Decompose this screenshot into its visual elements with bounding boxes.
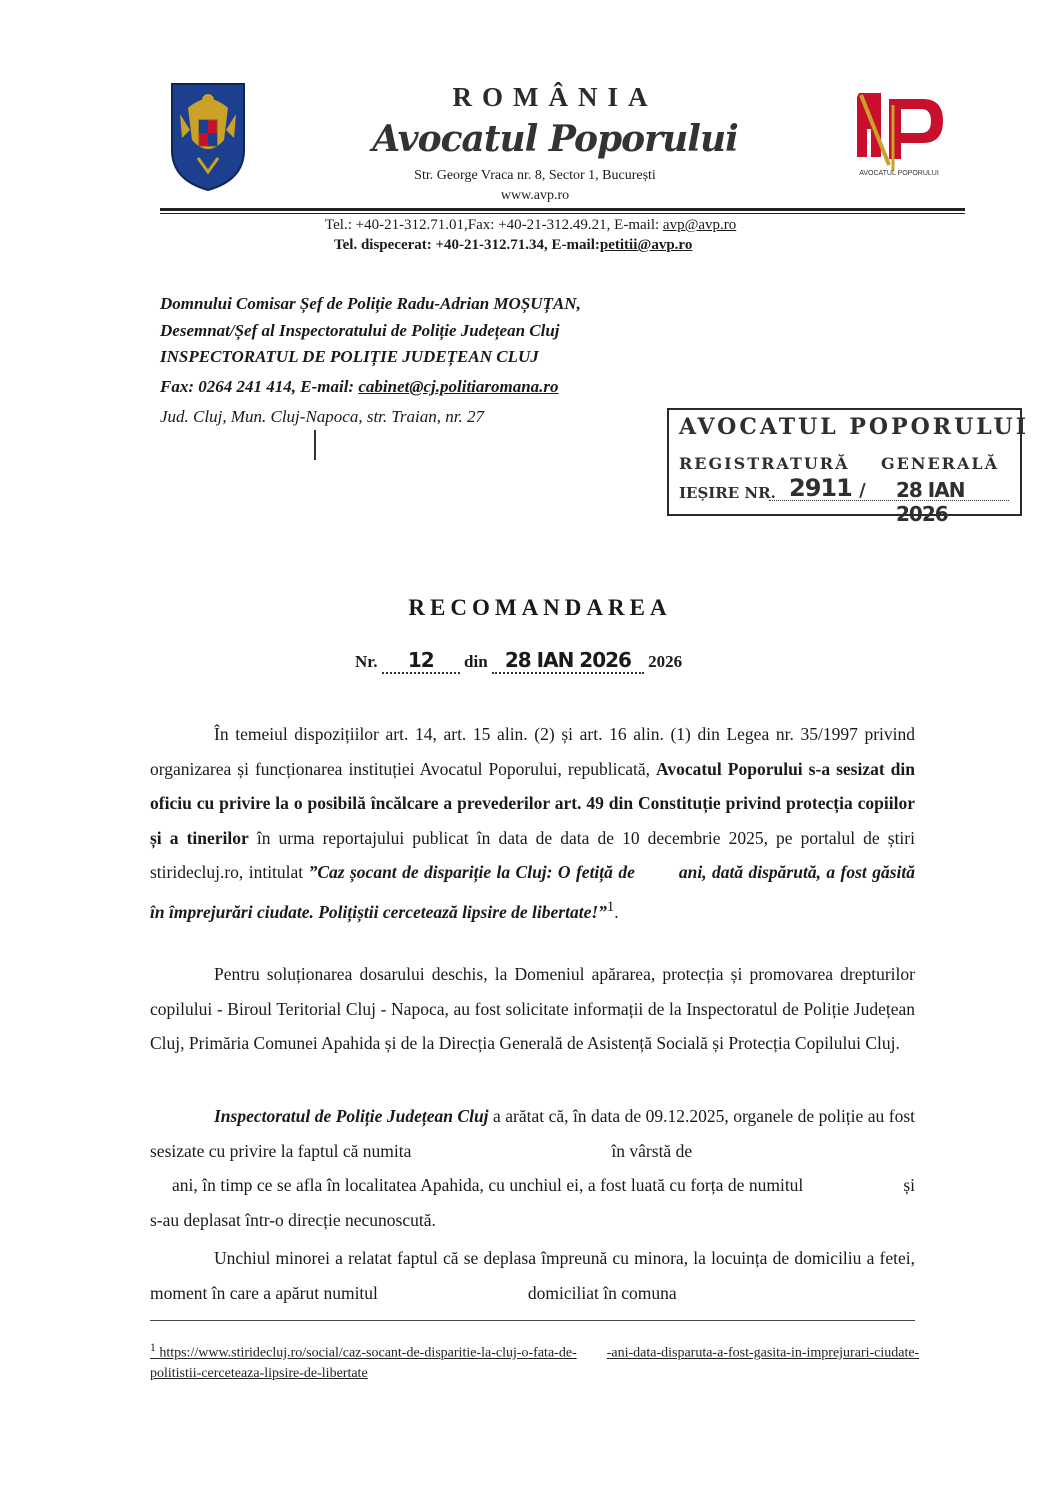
header-rule-thin [160,213,965,214]
contact-line [325,217,965,234]
recipient-name: Domnului Comisar Șef de Poliție Radu-Adrian MOȘUȚAN, [160,294,581,313]
recipient-address: Jud. Cluj, Mun. Cluj-Napoca, str. Traian, nr. 27 [160,407,484,426]
document-number: 12 [407,648,434,672]
stamp-registry: REGISTRATURĂ [679,454,850,473]
stamp-exit-label: IEȘIRE NR. [679,484,776,502]
stamp-number: 2911 / [789,474,865,502]
footnote [150,1338,920,1384]
footnote-ref[interactable]: 1 [606,898,615,915]
document-year: 2026 [648,652,683,671]
stamp-title: AVOCATUL POPORULUI [679,414,1030,440]
recipient-institution: INSPECTORATUL DE POLIȚIE JUDEȚEAN CLUJ [160,347,539,366]
dispatch-email-link[interactable]: petitii@avp.ro [599,237,693,253]
date-label: din [464,652,488,671]
document-title: RECOMANDAREA [408,595,672,620]
coat-of-arms-icon [168,80,248,192]
nr-label: Nr. [355,652,378,671]
stamp-date: 28 IAN 2026 [896,478,965,526]
ap-logo-icon [845,85,951,180]
document-reference [355,648,682,674]
header-rule [160,208,965,211]
pen-mark [314,430,316,460]
country-name: ROMÂNIA [452,82,658,112]
paragraph-legal-basis: În temeiul dispozițiilor art. 14, art. 15 alin. (2) și art. 16 alin. (1) din Legea nr. 35/1997 privind organizarea și funcționarea instituției Avocatul Poporului, republicată, Avocatul Poporului s-a sesizat din oficiu cu privire la o posibilă încălcare a prevederilor art. 49 din Constituție privind protecția copiilor și a tinerilor în urma reportajului publicat în data de data de 10 decembrie 2025, pe portalul de știri stiridecluj.ro, intitulat ”Caz șocant de dispariție la Cluj: O fetiță de ani, dată dispărută, a fost găsită în împrejurări ciudate. Polițiștii cercetează lipsire de libertate!”$^1$. [150,724,916,922]
paragraph-case-file: Pentru soluționarea dosarului deschis, la Domeniul apărarea, protecția și promovarea drepturilor copilului - Biroul Teritorial Cluj - Napoca, au fost solicitate informații de la Inspectoratul de Poliție Județean Cluj, Primăria Comunei Apahida și de la Direcția Generală de Asistență Socială și Protecția Copilului Cluj. [150,964,915,1053]
footnote-marker: 1 [150,1341,156,1354]
institution-address: Str. George Vraca nr. 8, Sector 1, București [414,168,656,183]
dispatch-line [334,237,974,254]
footnote-url-part2[interactable]: -ani-data-disparuta-a-fost-gasita-in-imprejurari-ciudate-politistii-cerceteaza-lipsire-de-libertate [150,1345,920,1381]
paragraph-uncle-statement: Unchiul minorei a relatat faptul că se deplasa împreună cu minora, la locuința de domiciliu a fetei, moment în care a apărut numitul domiciliat în comuna [150,1248,915,1303]
recipient-role: Desemnat/Șef al Inspectoratului de Poliție Județean Cluj [160,321,560,340]
paragraph-police-report: Inspectoratul de Poliție Județean Cluj a arătat că, în data de 09.12.2025, organele de poliție au fost sesizate cu privire la faptul că numita în vârstă de ani, în timp ce se afla în localitatea Apahida, cu unchiul ei, a fost luată cu forța de numitul și s-au deplasat într-o direcție necunoscută. [150,1106,915,1230]
footnote-rule [150,1320,915,1321]
contact-phone-fax: Tel.: +40-21-312.71.01,Fax: +40-21-312.49.21, E-mail: [325,217,660,233]
institution-name: Avocatul Poporului [372,118,738,160]
recipient-contact [160,377,559,397]
document-date: 28 IAN 2026 [504,648,631,672]
recipient-email-link[interactable]: cabinet@cj.politiaromana.ro [358,377,559,396]
contact-email-link[interactable]: avp@avp.ro [662,217,737,233]
dispatch-phone: Tel. dispecerat: +40-21-312.71.34, E-mail: [334,237,600,253]
recipient-fax: Fax: 0264 241 414, E-mail: [160,377,355,396]
stamp-general: GENERALĂ [881,454,1000,473]
registry-stamp [667,408,1030,526]
ap-logo-caption: AVOCATUL POPORULUI [859,170,939,177]
footnote-url-part1[interactable]: https://www.stiridecluj.ro/social/caz-socant-de-disparitie-la-cluj-o-fata-de- [159,1345,577,1361]
institution-website[interactable]: www.avp.ro [500,188,570,203]
